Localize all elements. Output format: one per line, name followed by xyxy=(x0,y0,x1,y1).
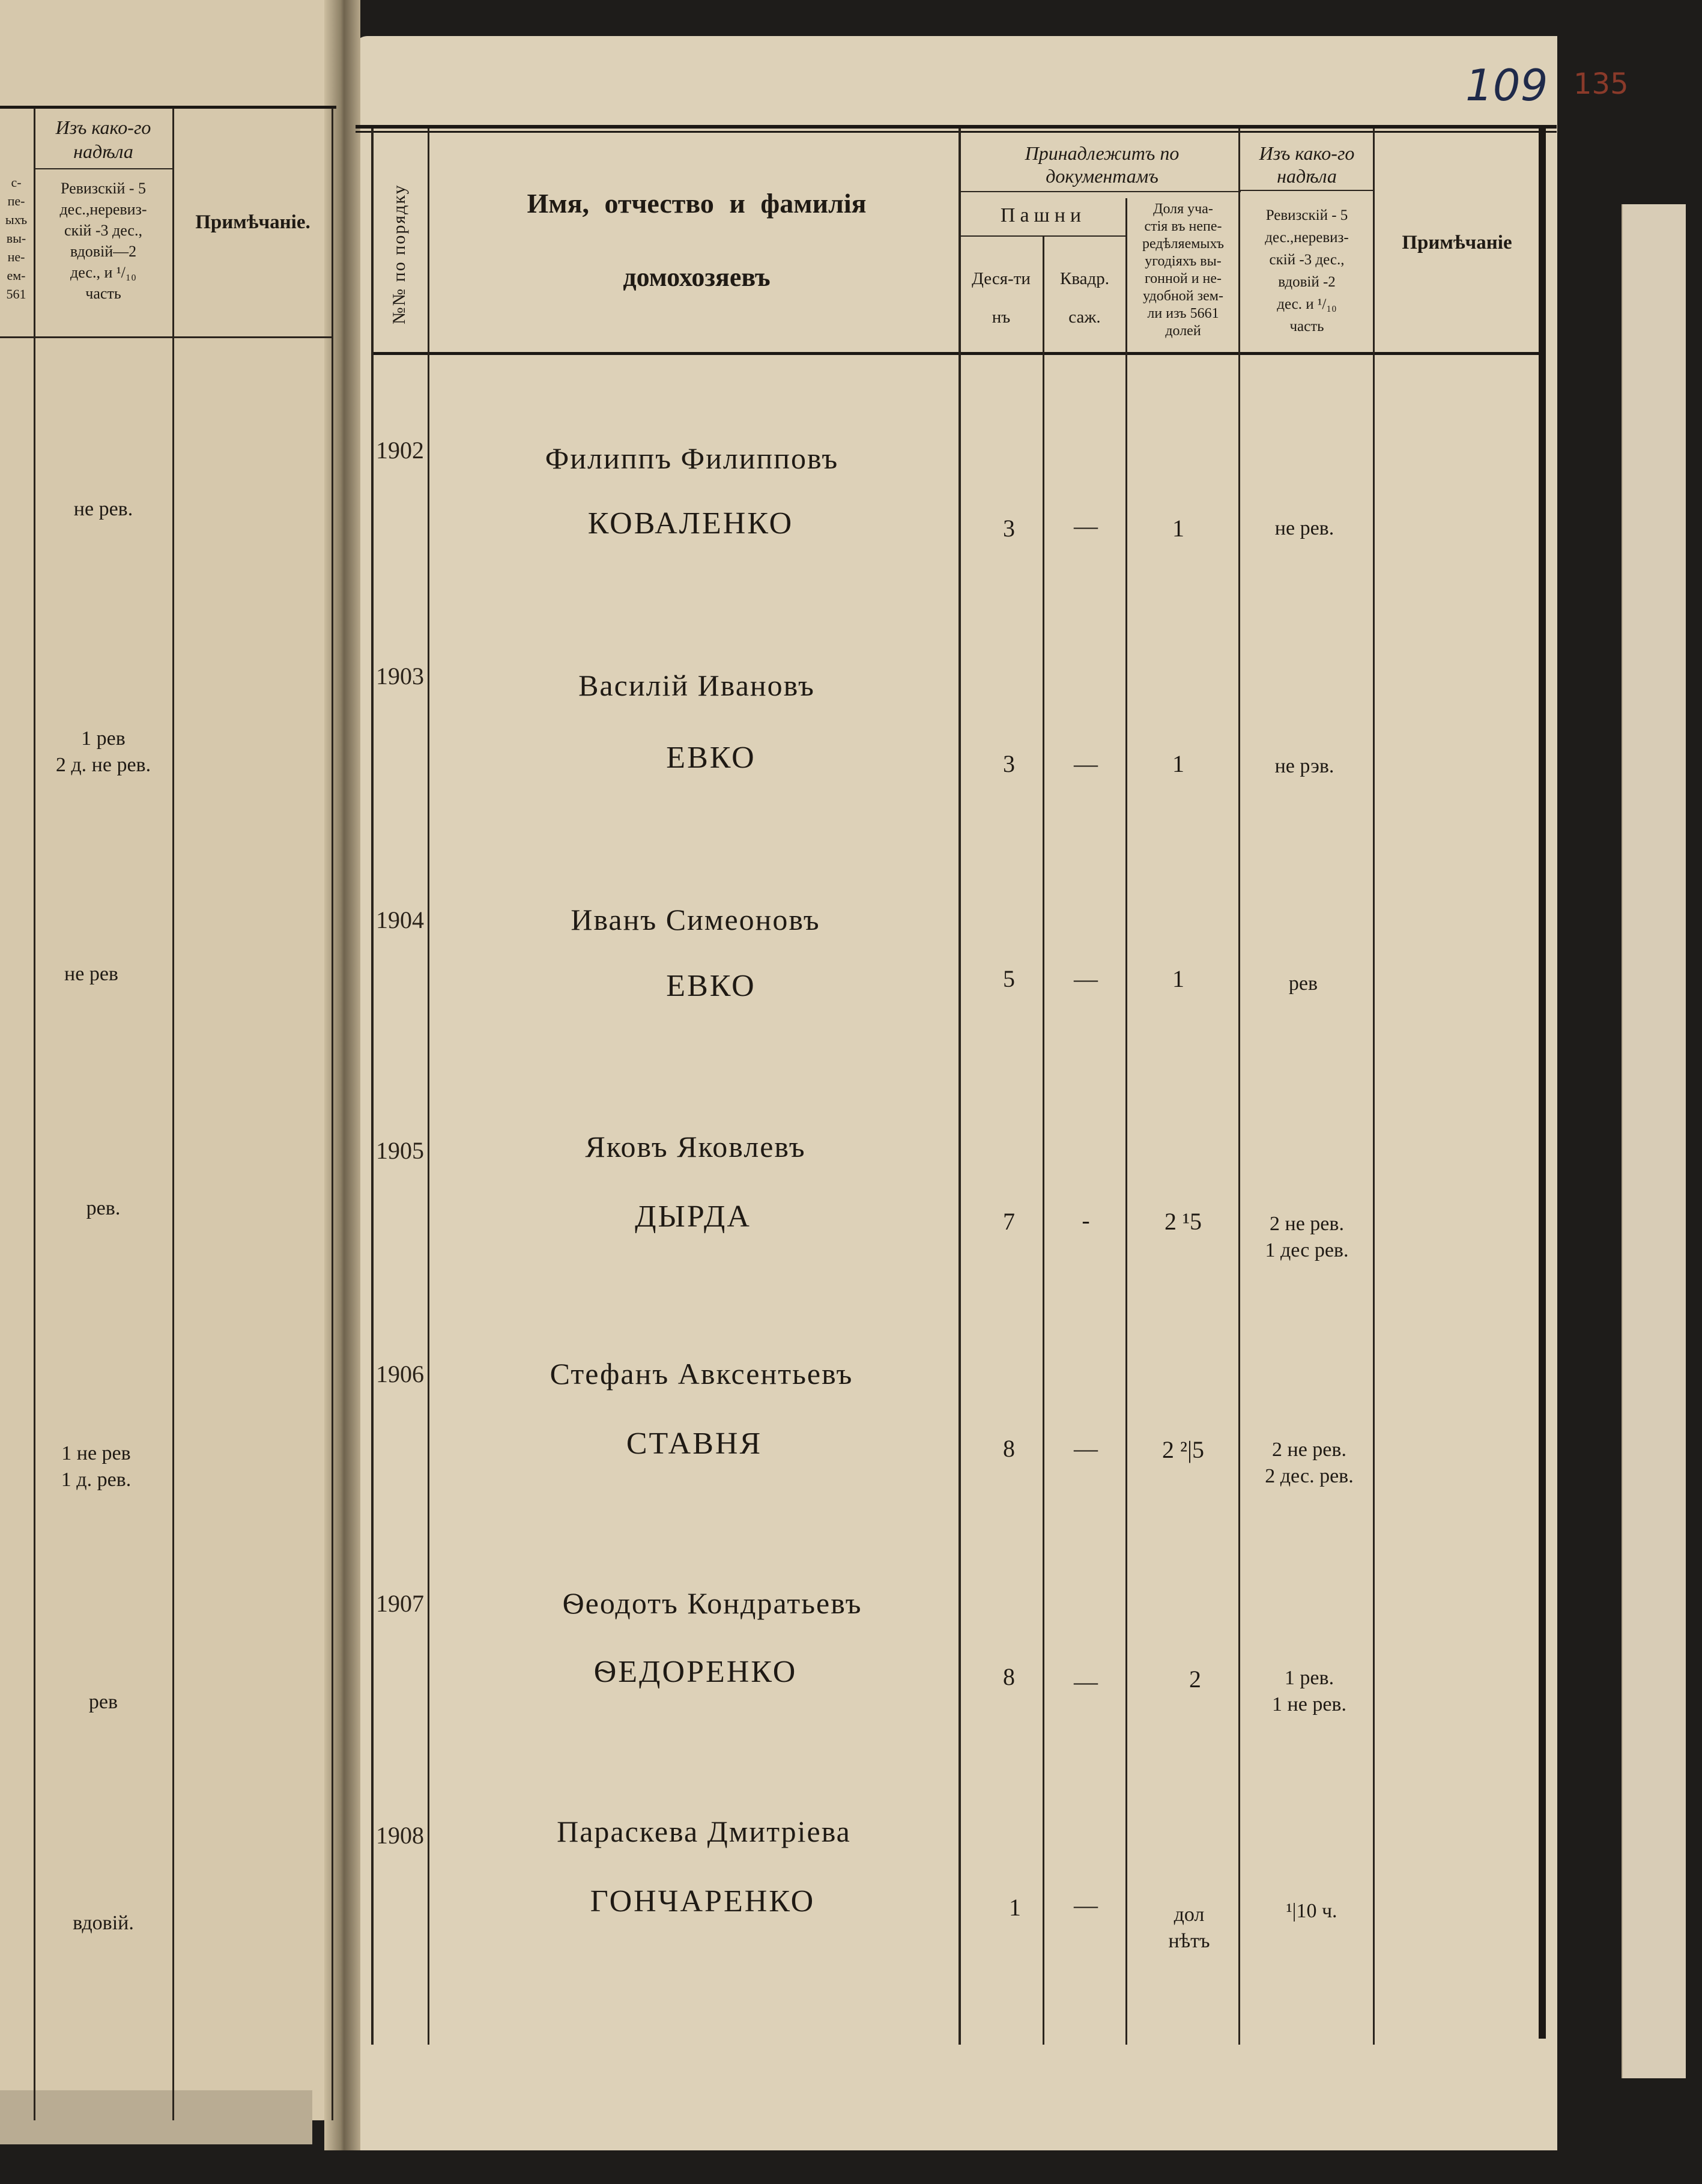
row-number: 1902 xyxy=(376,437,424,464)
col-rule-allotment xyxy=(1238,129,1240,2045)
next-page-edge xyxy=(1622,204,1686,2078)
share-cell: 2 xyxy=(1189,1666,1201,1693)
left-allotment-cell: 1 рев 2 д. не рев. xyxy=(55,727,151,776)
left-allotment-cell: рев xyxy=(88,1691,118,1713)
right-top-rule xyxy=(356,125,1557,129)
householder-surname: ЕВКО xyxy=(666,741,756,775)
arable-header: Пашни xyxy=(1000,204,1086,226)
allotment-cell: 2 не рев. 2 дес. рев. xyxy=(1265,1439,1354,1487)
desyatin-cell: 3 xyxy=(1003,750,1015,777)
left-header-rule xyxy=(0,336,333,338)
page-number: 109 xyxy=(1465,60,1548,111)
householder-surname: ѲЕДОРЕНКО xyxy=(593,1655,798,1689)
left-top-rule xyxy=(0,106,336,109)
name-column-header-line1: Имя, отчество и фамилія xyxy=(527,188,867,219)
left-col-rule xyxy=(34,108,35,2120)
householder-name: Параскева Дмитріева xyxy=(557,1815,851,1848)
householder-name: Филиппъ Филипповъ xyxy=(545,441,839,475)
belongs-header: Принадлежитъ по документамъ xyxy=(1025,142,1180,187)
right-top-rule-inner xyxy=(356,131,1557,133)
desyatin-cell: 5 xyxy=(1003,965,1015,992)
right-note-header: Примѣчаніе xyxy=(1402,232,1512,253)
kvadr-cell: — xyxy=(1074,965,1098,992)
householder-surname: ДЫРДА xyxy=(635,1200,751,1234)
col-rule-note xyxy=(1373,129,1375,2045)
allotment-cell: не рэв. xyxy=(1274,755,1334,777)
left-allotment-title: Изъ како-го надѣла xyxy=(55,117,151,162)
left-allotment-cell: рев. xyxy=(86,1197,121,1219)
allotment-cell: рев xyxy=(1288,972,1318,995)
allotment-cell: не рев. xyxy=(1274,517,1334,539)
arable-subrule xyxy=(960,235,1127,237)
share-cell: 2 ²|5 xyxy=(1162,1436,1204,1463)
share-cell: 1 xyxy=(1172,965,1184,992)
row-number: 1906 xyxy=(376,1360,424,1388)
row-number: 1908 xyxy=(376,1822,424,1849)
name-column-header-line2: домохозяевъ xyxy=(623,262,771,292)
col-rule-num xyxy=(371,129,374,2045)
book-gutter xyxy=(324,0,360,2150)
householder-surname: СТАВНЯ xyxy=(626,1427,763,1461)
row-number: 1905 xyxy=(376,1137,424,1164)
kvadr-cell: — xyxy=(1074,1891,1098,1919)
num-column-header: №№ по порядку xyxy=(389,184,409,324)
share-cell: 1 xyxy=(1172,750,1184,777)
desyatin-cell: 3 xyxy=(1003,515,1015,542)
left-allotment-desc: Ревизскій - 5 дес.,неревиз- скій -3 дес., вдовій—2 дес., и ¹/₁₀ часть xyxy=(59,180,147,302)
kvadr-cell: — xyxy=(1074,512,1098,539)
page-stack-edge xyxy=(0,2090,312,2144)
allotment-cell: 1 рев. 1 не рев. xyxy=(1272,1667,1346,1715)
left-allotment-cell: вдовій. xyxy=(73,1912,134,1934)
col-rule-kvadr xyxy=(1043,237,1044,2045)
householder-surname: КОВАЛЕНКО xyxy=(587,506,794,541)
kvadr-cell: — xyxy=(1074,1668,1098,1695)
share-cell: 1 xyxy=(1172,515,1184,542)
desyatin-cell: 7 xyxy=(1003,1208,1015,1235)
householder-name: Ѳеодотъ Кондратьевъ xyxy=(562,1586,862,1620)
householder-name: Яковъ Яковлевъ xyxy=(585,1130,806,1163)
row-number: 1904 xyxy=(376,906,424,933)
share-cell: 2 ¹5 xyxy=(1164,1208,1202,1235)
stamp-mark: 135 xyxy=(1573,67,1629,101)
kvadr-cell: — xyxy=(1074,1435,1098,1462)
left-subheader-rule xyxy=(35,168,173,169)
right-allotment-desc: Ревизскій - 5 дес.,неревиз- скій -3 дес., вдовій -2 дес. и ¹/₁₀ часть xyxy=(1265,207,1349,335)
share-cell: дол нѣтъ xyxy=(1168,1903,1210,1952)
left-allotment-cell: 1 не рев 1 д. рев. xyxy=(61,1442,132,1491)
kvadr-header: Квадр. саж. xyxy=(1059,269,1110,327)
kvadr-cell: - xyxy=(1082,1207,1090,1234)
share-header: Доля уча- стія въ непе- редѣляемыхъ угодіяхъ вы- гонной и не- удобной зем- ли изъ 5661 долей xyxy=(1142,201,1225,339)
right-outer-border xyxy=(1539,129,1546,2039)
belongs-subrule xyxy=(960,191,1241,192)
householder-surname: ГОНЧАРЕНКО xyxy=(590,1884,816,1919)
row-number: 1907 xyxy=(376,1590,424,1617)
householder-name: Василій Ивановъ xyxy=(578,669,815,702)
left-col-rule xyxy=(332,108,333,2120)
left-note-header: Примѣчаніе. xyxy=(195,211,310,233)
right-header-rule xyxy=(372,352,1540,355)
desyatin-cell: 1 xyxy=(1009,1894,1021,1921)
col-rule-desyatin xyxy=(959,129,961,2045)
left-allotment-cell: не рев xyxy=(64,963,118,985)
kvadr-cell: — xyxy=(1074,750,1098,777)
allotment-cell: 2 не рев. 1 дес рев. xyxy=(1265,1213,1349,1261)
allotment-subrule xyxy=(1240,190,1374,191)
left-col-rule xyxy=(172,108,174,2120)
householder-name: Стефанъ Авксентьевъ xyxy=(550,1357,853,1391)
householder-name: Иванъ Симеоновъ xyxy=(571,903,820,936)
desyatin-header: Деся-тинъ xyxy=(972,269,1031,327)
householder-surname: ЕВКО xyxy=(666,969,756,1003)
cut-column-header: с- пе- ыхъ вы- не- ем- 561 xyxy=(5,175,28,302)
allotment-cell: ¹|10 ч. xyxy=(1286,1900,1337,1922)
left-allotment-cell: не рев. xyxy=(73,498,133,520)
desyatin-cell: 8 xyxy=(1003,1435,1015,1462)
right-allotment-title: Изъ како-го надѣла xyxy=(1259,142,1355,187)
col-rule-share xyxy=(1125,198,1127,2045)
row-number: 1903 xyxy=(376,663,424,690)
col-rule-name xyxy=(428,129,429,2045)
desyatin-cell: 8 xyxy=(1003,1663,1015,1690)
